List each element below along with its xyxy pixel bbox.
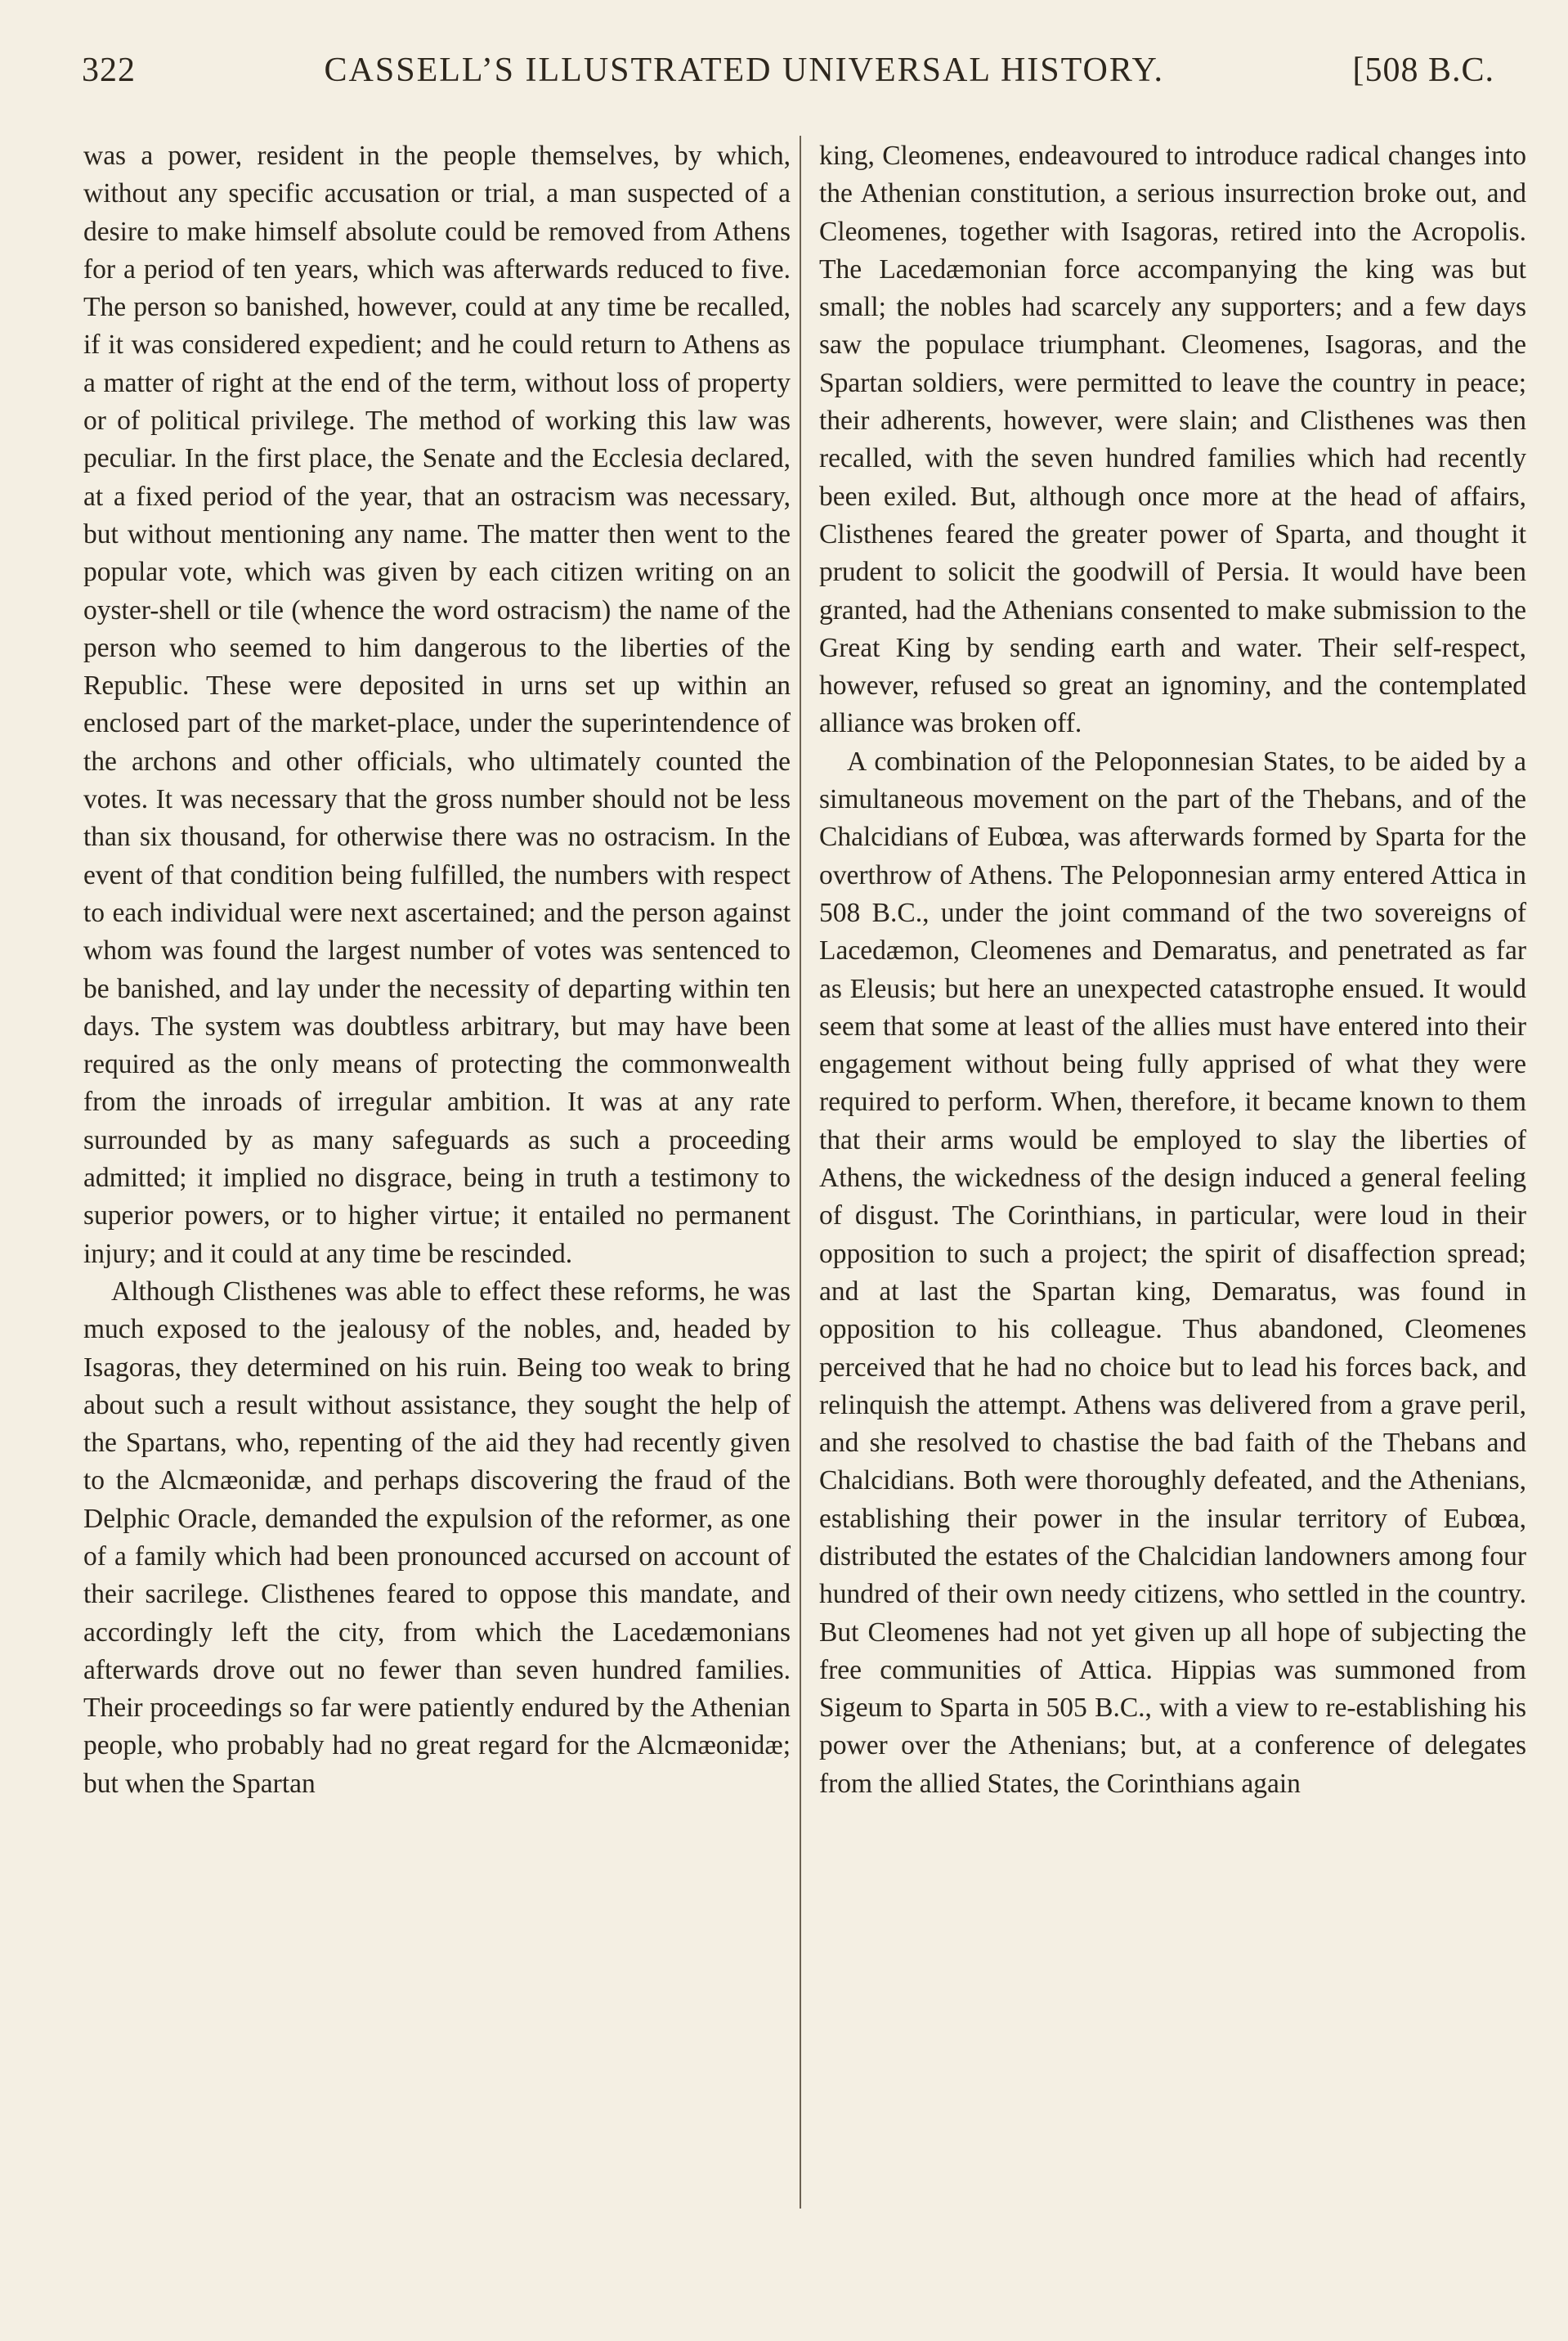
right-paragraph-1: king, Cleomenes, endeavoured to introduce radical changes into the Athenian constitution, a serious insurrection broke out, and Cleomenes, together with Isagoras, retired into the Acropolis. The Lacedæmonian force accompanying the king was but small; the nobles had scarcely any supporters; and a few days saw the populace triumphant. Cleomenes, Isagoras, and the Spartan soldiers, were permitted to leave the country in peace; their adherents, however, were slain; and Clisthenes was then recalled, with the seven hundred families which had recently been exiled. But, although once more at the head of affairs, Clisthenes feared the greater power of Sparta, and thought it prudent to solicit the goodwill of Persia. It would have been granted, had the Athenians consented to make submission to the Great King by sending earth and water. Their self-respect, however, refused so great an ignominy, and the contemplated alliance was broken off. [819, 141, 1526, 739]
column-divider [800, 136, 801, 2209]
date-marker: [508 B.C. [1352, 52, 1494, 89]
left-paragraph-1: was a power, resident in the people themselves, by which, without any specific accusation or trial, a man suspected of a desire to make himself absolute could be removed from Athens for a period of ten years, which was afterwards reduced to five. The person so banished, however, could at any time be recalled, if it was considered expedient; and he could return to Athens as a matter of right at the end of the term, without loss of property or of political privilege. The method of working this law was peculiar. In the first place, the Senate and the Ecclesia declared, at a fixed period of the year, that an ostracism was necessary, but without mentioning any name. The matter then went to the popular vote, which was given by each citizen writing on an oyster-shell or tile (whence the word ostracism) the name of the person who seemed to him dangerous to the liberties of the Republic. These were deposited in urns set up within an enclosed part of the market-place, under the superintendence of the archons and other officials, who ultimately counted the votes. It was necessary that the gross number should not be less than six thousand, for otherwise there was no ostracism. In the event of that condition being fulfilled, the numbers with respect to each individual were next ascertained; and the person against whom was found the largest number of votes was sentenced to be banished, and lay under the necessity of departing within ten days. The system was doubtless arbitrary, but may have been required as the only means of protecting the commonwealth from the inroads of irregular ambition. It was at any rate surrounded by as many safeguards as such a proceeding admitted; it implied no disgrace, being in truth a testimony to superior powers, or to higher virtue; it entailed no permanent injury; and it could at any time be rescinded. [83, 141, 791, 1269]
running-header [82, 51, 1494, 100]
right-column [819, 137, 1526, 2210]
left-column [83, 137, 791, 2210]
running-title: CASSELL’S ILLUSTRATED UNIVERSAL HISTORY. [324, 52, 1164, 89]
page-number: 322 [82, 52, 136, 89]
right-paragraph-2: A combination of the Peloponnesian States, to be aided by a simultaneous movement on the part of the Thebans, and of the Chalcidians of Eubœa, was afterwards formed by Sparta for the overthrow of Athens. The Peloponnesian army entered Attica in 508 B.C., under the joint command of the two sovereigns of Lacedæmon, Cleomenes and Demaratus, and penetrated as far as Eleusis; but here an unexpected catastrophe ensued. It would seem that some at least of the allies must have entered into their engagement without being fully apprised of what they were required to perform. When, therefore, it became known to them that their arms would be employed to slay the liberties of Athens, the wickedness of the design induced a general feeling of disgust. The Corinthians, in particular, were loud in their opposition to such a project; the spirit of disaffection spread; and at last the Spartan king, Demaratus, was found in opposition to his colleague. Thus abandoned, Cleomenes perceived that he had no choice but to lead his forces back, and relinquish the attempt. Athens was delivered from a grave peril, and she resolved to chastise the bad faith of the Thebans and Chalcidians. Both were thoroughly defeated, and the Athenians, establishing their power in the insular territory of Eubœa, distributed the estates of the Chalcidian landowners among four hundred of their own needy citizens, who settled in the country. But Cleomenes had not yet given up all hope of subjecting the free communities of Attica. Hippias was summoned from Sigeum to Sparta in 505 B.C., with a view to re-establishing his power over the Athenians; but, at a conference of delegates from the allied States, the Corinthians again [819, 746, 1526, 1799]
left-paragraph-2: Although Clisthenes was able to effect these reforms, he was much exposed to the jealousy of the nobles, and, headed by Isagoras, they determined on his ruin. Being too weak to bring about such a result without assistance, they sought the help of the Spartans, who, repenting of the aid they had recently given to the Alcmæonidæ, and perhaps discovering the fraud of the Delphic Oracle, demanded the expulsion of the reformer, as one of a family which had been pronounced accursed on account of their sacrilege. Clisthenes feared to oppose this mandate, and accordingly left the city, from which the Lacedæmonians afterwards drove out no fewer than seven hundred families. Their proceedings so far were patiently endured by the Athenian people, who probably had no great regard for the Alcmæonidæ; but when the Spartan [83, 1276, 791, 1799]
